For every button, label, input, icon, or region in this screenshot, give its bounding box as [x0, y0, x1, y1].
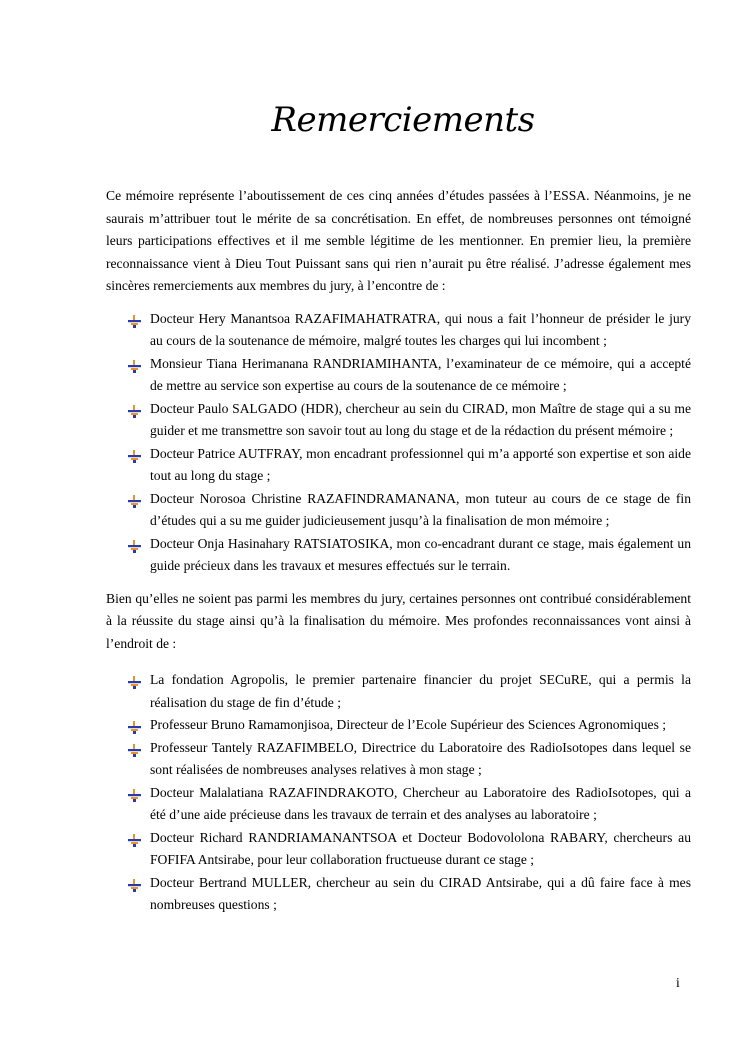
- list-item-text: Professeur Bruno Ramamonjisoa, Directeur de l’Ecole Supérieur des Sciences Agronomiques ;: [150, 717, 667, 732]
- list-item: [150, 714, 691, 737]
- list-item: [150, 443, 691, 488]
- arrow-bullet-icon: [128, 787, 141, 800]
- list-item-text: Docteur Paulo SALGADO (HDR), chercheur au sein du CIRAD, mon Maître de stage qui a su me guider et me transmettre son savoir tout au long du stage et de la rédaction du présent mémoire ;: [150, 400, 691, 438]
- list-item: [150, 669, 691, 714]
- arrow-bullet-icon: [128, 448, 141, 461]
- list-item-text: Docteur Norosoa Christine RAZAFINDRAMANANA, mon tuteur au cours de ce stage de fin d’études qui a su me guider judicieusement jusqu’à la finalisation de mon mémoire ;: [150, 490, 691, 528]
- list-item: [150, 353, 691, 398]
- list-item: [150, 398, 691, 443]
- list-item-text: La fondation Agropolis, le premier partenaire financier du projet SECuRE, qui a permis la réalisation du stage de fin d’étude ;: [150, 672, 691, 710]
- list-item-text: Docteur Hery Manantsoa RAZAFIMAHATRATRA, qui nous a fait l’honneur de présider le jury au cours de la soutenance de mémoire, malgré toutes les charges qui lui incombent ;: [150, 310, 691, 348]
- list-item: [150, 533, 691, 578]
- list-item-text: Docteur Onja Hasinahary RATSIATOSIKA, mon co-encadrant durant ce stage, mais également un guide précieux dans les travaux et mesures effectués sur le terrain.: [150, 535, 691, 573]
- list-item: [150, 827, 691, 872]
- arrow-bullet-icon: [128, 877, 141, 890]
- arrow-bullet-icon: [128, 403, 141, 416]
- list-item-text: Docteur Bertrand MULLER, chercheur au sein du CIRAD Antsirabe, qui a dû faire face à mes nombreuses questions ;: [150, 874, 691, 912]
- arrow-bullet-icon: [128, 313, 141, 326]
- middle-paragraph: Bien qu’elles ne soient pas parmi les membres du jury, certaines personnes ont contribué considérablement à la réussite du stage ainsi qu’à la finalisation du mémoire. Mes profondes reconnaissances vont ainsi à l’endroit de :: [106, 590, 691, 651]
- arrow-bullet-icon: [128, 493, 141, 506]
- list-item: [150, 737, 691, 782]
- others-list: [106, 669, 691, 917]
- page-number: i: [676, 975, 680, 990]
- list-item: [150, 872, 691, 917]
- page-content: [106, 185, 691, 917]
- arrow-bullet-icon: [128, 742, 141, 755]
- page-title: Remerciements: [271, 100, 535, 140]
- list-item: [150, 488, 691, 533]
- arrow-bullet-icon: [128, 674, 141, 687]
- list-item-text: Docteur Richard RANDRIAMANANTSOA et Docteur Bodovololona RABARY, chercheurs au FOFIFA Antsirabe, pour leur collaboration fructueuse durant ce stage ;: [150, 829, 691, 867]
- list-item-text: Professeur Tantely RAZAFIMBELO, Directrice du Laboratoire des RadioIsotopes dans lequel se sont réalisées de nombreuses analyses relatives à mon stage ;: [150, 739, 691, 777]
- list-item-text: Monsieur Tiana Herimanana RANDRIAMIHANTA, l’examinateur de ce mémoire, qui a accepté de mettre au service son expertise au cours de la soutenance de ce mémoire ;: [150, 355, 691, 393]
- jury-list: [106, 308, 691, 578]
- list-item: [150, 308, 691, 353]
- intro-paragraph: Ce mémoire représente l’aboutissement de ces cinq années d’études passées à l’ESSA. Néanmoins, je ne saurais m’attribuer tout le mérite de sa concrétisation. En effet, de nombreuses personnes ont témoigné leurs participations effectives et il me semble légitime de les mentionner. En premier lieu, la première reconnaissance vient à Dieu Tout Puissant sans qui rien n’aurait pu être réalisé. J’adresse également mes sincères remerciements aux membres du jury, à l’encontre de :: [106, 188, 691, 293]
- list-item-text: Docteur Patrice AUTFRAY, mon encadrant professionnel qui m’a apporté son expertise et son aide tout au long du stage ;: [150, 445, 691, 483]
- arrow-bullet-icon: [128, 719, 141, 732]
- list-item: [150, 782, 691, 827]
- arrow-bullet-icon: [128, 832, 141, 845]
- arrow-bullet-icon: [128, 358, 141, 371]
- list-item-text: Docteur Malalatiana RAZAFINDRAKOTO, Chercheur au Laboratoire des RadioIsotopes, qui a été d’une aide précieuse dans les travaux de terrain et des analyses au laboratoire ;: [150, 784, 691, 822]
- arrow-bullet-icon: [128, 538, 141, 551]
